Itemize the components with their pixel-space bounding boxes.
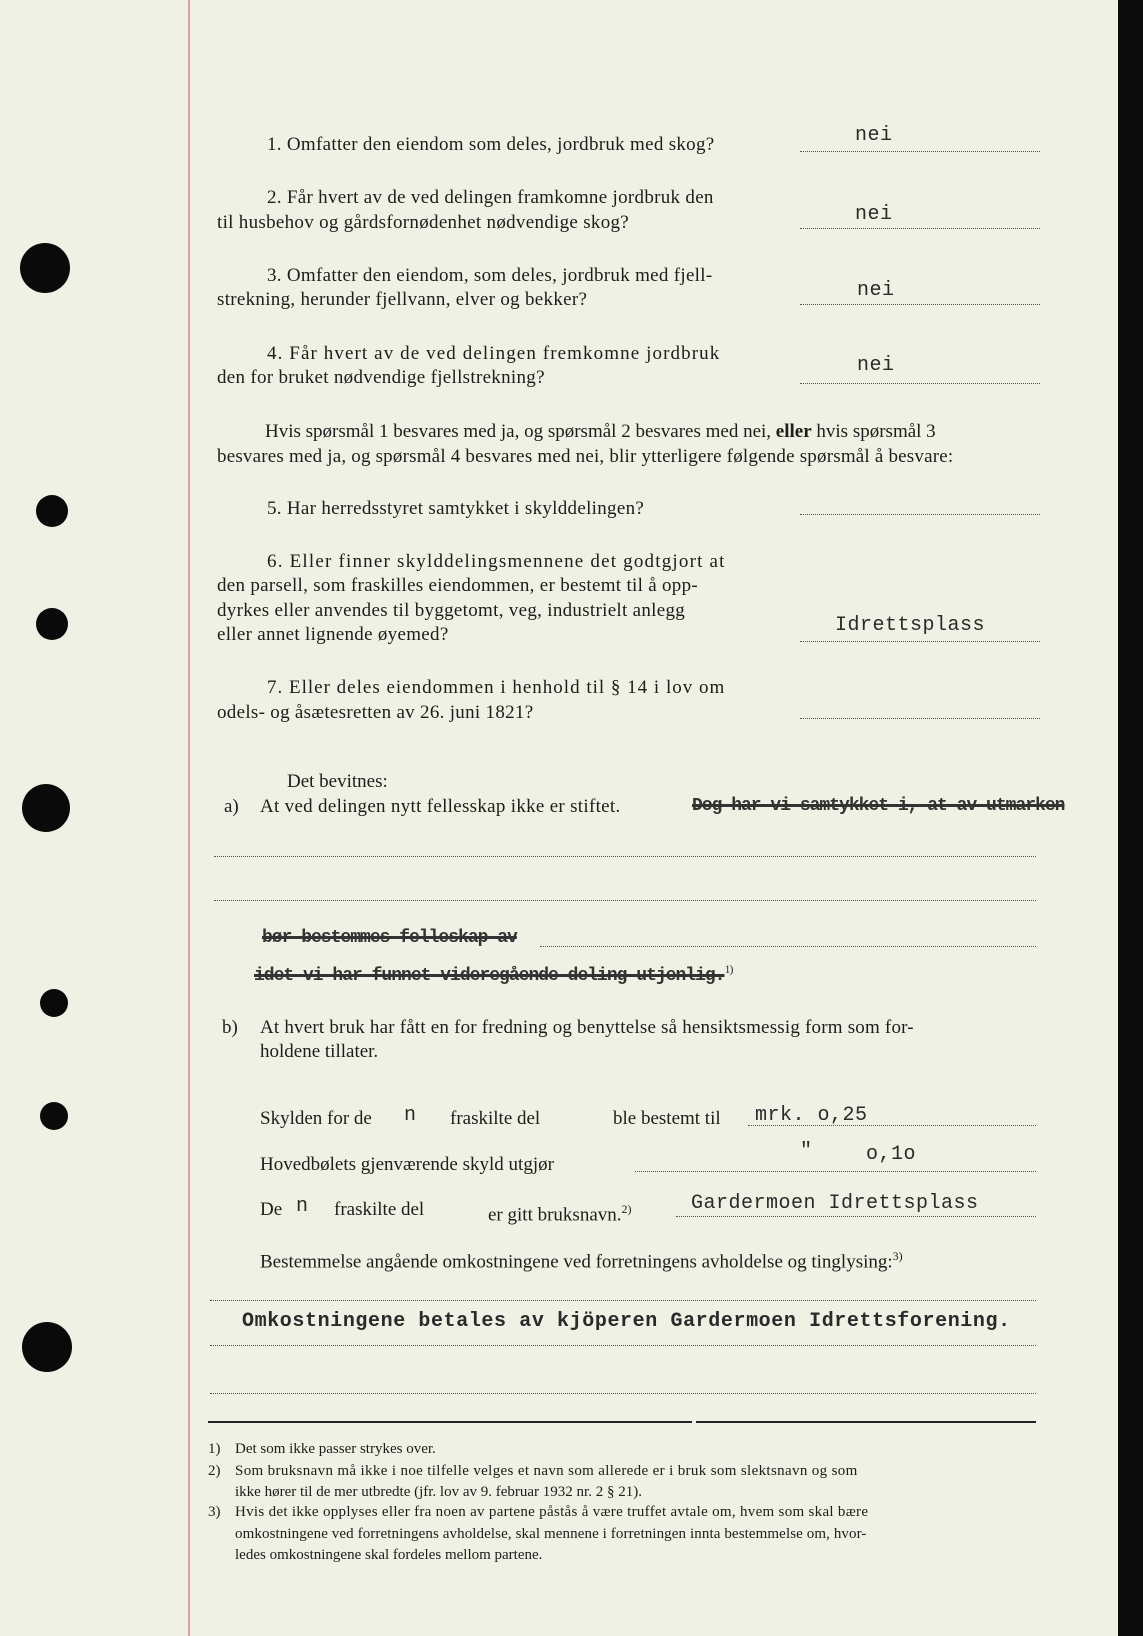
- struck-overtyped: bør bestemmes felleskap av: [262, 928, 517, 948]
- cost-label-text: Bestemmelse angående omkostningene ved forretningens avholdelse og tinglysing:: [260, 1251, 893, 1273]
- footnote-divider: [696, 1421, 1036, 1423]
- binder-hole: [36, 608, 68, 640]
- question-6-line1: 6. Eller finner skylddelingsmennene det godtgjort at: [267, 551, 726, 572]
- certify-b-line1: At hvert bruk har fått en for fredning og benyttelse så hensiktsmessig form som for-: [260, 1017, 914, 1038]
- answer-4: nei: [857, 354, 895, 377]
- binder-hole: [20, 243, 70, 293]
- cost-label: [260, 1244, 903, 1274]
- question-7-line1: 7. Eller deles eiendommen i henhold til § 14 i lov om: [267, 677, 726, 698]
- blank-line: [540, 946, 1036, 947]
- answer-line-1: [800, 151, 1040, 152]
- footnote-1-num: 1): [208, 1441, 221, 1457]
- condition-text-line1: [265, 419, 936, 444]
- answer-line-4: [800, 383, 1040, 384]
- struck-text-2: [262, 928, 517, 948]
- footnote-3-line3: ledes omkostningene skal fordeles mellom partene.: [235, 1547, 543, 1563]
- question-6-line3: dyrkes eller anvendes til byggetomt, veg, industrielt anlegg: [217, 600, 686, 621]
- ditto-mark: ": [800, 1140, 813, 1163]
- blank-line: [210, 1300, 1036, 1301]
- question-4-line1: 4. Får hvert av de ved delingen fremkomne jordbruk: [267, 343, 721, 364]
- binder-hole: [36, 495, 68, 527]
- struck-text-3: [254, 962, 732, 986]
- answer-line-2: [800, 228, 1040, 229]
- skyld-label-b: fraskilte del: [450, 1108, 541, 1129]
- cost-text: Omkostningene betales av kjöperen Gardermoen Idrettsforening.: [242, 1310, 1011, 1333]
- skyld-value: mrk. o,25: [755, 1104, 868, 1127]
- footnote-1: Det som ikke passer strykes over.: [235, 1441, 436, 1457]
- question-7-line2: odels- og åsætesretten av 26. juni 1821?: [217, 702, 534, 723]
- binder-hole: [22, 1322, 72, 1372]
- struck-text-1: [692, 796, 1064, 816]
- certify-a-text: At ved delingen nytt fellesskap ikke er stiftet.: [260, 796, 621, 817]
- skyld-label: Skylden for de: [260, 1108, 372, 1129]
- answer-6: Idrettsplass: [835, 614, 986, 637]
- skyld-label-c: ble bestemt til: [613, 1108, 721, 1129]
- certify-a-label: a): [224, 796, 239, 817]
- footnote-ref: 3): [892, 1249, 903, 1263]
- blank-line: [210, 1345, 1036, 1346]
- remaining-skyld-value: o,1o: [866, 1143, 917, 1166]
- skyld-n: n: [404, 1104, 417, 1127]
- answer-line-3: [800, 304, 1040, 305]
- blank-line: [210, 1393, 1036, 1394]
- question-1: 1. Omfatter den eiendom som deles, jordbruk med skog?: [267, 134, 715, 155]
- bruksnavn-n: n: [296, 1195, 309, 1218]
- blank-line: [214, 856, 1036, 857]
- bruksnavn-line: [676, 1216, 1036, 1217]
- bruksnavn-value: Gardermoen Idrettsplass: [691, 1192, 979, 1215]
- footnote-2-line1: Som bruksnavn må ikke i noe tilfelle velges et navn som allerede er i bruk som slektsnavn og som: [235, 1463, 858, 1479]
- struck-overtyped: idet vi har funnet videregående deling utjenlig.: [254, 966, 725, 986]
- bruksnavn-label-b: fraskilte del: [334, 1199, 425, 1220]
- certify-b-label: b): [222, 1017, 238, 1038]
- binder-hole: [22, 784, 70, 832]
- blank-line: [214, 900, 1036, 901]
- question-2-line2: til husbehov og gårdsfornødenhet nødvendige skog?: [217, 212, 630, 233]
- question-6-line4: eller annet lignende øyemed?: [217, 624, 449, 645]
- bruksnavn-label-c: [488, 1197, 632, 1227]
- footnote-3-num: 3): [208, 1504, 221, 1520]
- condition-part: hvis spørsmål 3: [811, 421, 936, 442]
- answer-line-5: [800, 514, 1040, 515]
- footnote-2-line2: ikke hører til de mer utbredte (jfr. lov av 9. februar 1932 nr. 2 § 21).: [235, 1484, 642, 1500]
- binder-hole: [40, 989, 68, 1017]
- answer-line-7: [800, 718, 1040, 719]
- question-5: 5. Har herredsstyret samtykket i skylddelingen?: [267, 498, 645, 519]
- question-3-line2: strekning, herunder fjellvann, elver og bekker?: [217, 289, 588, 310]
- bruksnavn-label-a: De: [260, 1199, 283, 1220]
- footnote-3-line1: Hvis det ikke opplyses eller fra noen av partene påstås å være truffet avtale om, hvem som skal bære: [235, 1504, 869, 1520]
- certify-b-line2: holdene tillater.: [260, 1041, 379, 1062]
- footnote-2-num: 2): [208, 1463, 221, 1479]
- footnote-ref: 2): [621, 1202, 632, 1216]
- binder-hole: [40, 1102, 68, 1130]
- question-4-line2: den for bruket nødvendige fjellstrekning?: [217, 367, 545, 388]
- bruksnavn-label-text: er gitt bruksnavn.: [488, 1204, 622, 1226]
- struck-overtyped: Dog har vi samtykket i, at av utmarken: [692, 796, 1065, 816]
- answer-2: nei: [855, 203, 893, 226]
- condition-text-line2: besvares med ja, og spørsmål 4 besvares med nei, blir ytterligere følgende spørsmål å besvare:: [217, 446, 954, 467]
- question-2-line1: 2. Får hvert av de ved delingen framkomne jordbruk den: [267, 187, 714, 208]
- answer-3: nei: [857, 279, 895, 302]
- margin-line: [188, 0, 190, 1636]
- condition-part: Hvis spørsmål 1 besvares med ja, og spørsmål 2 besvares med nei,: [265, 421, 776, 442]
- footnote-3-line2: omkostningene ved forretningens avholdelse, skal mennene i forretningen innta bestemmelse om, hvor-: [235, 1526, 867, 1542]
- condition-bold: eller: [775, 421, 812, 442]
- question-3-line1: 3. Omfatter den eiendom, som deles, jordbruk med fjell-: [267, 265, 713, 286]
- answer-1: nei: [855, 124, 893, 147]
- footnote-ref: 1): [724, 962, 733, 976]
- remaining-skyld-line: [635, 1171, 1036, 1172]
- remaining-skyld-label: Hovedbølets gjenværende skyld utgjør: [260, 1154, 554, 1175]
- footnote-divider: [208, 1421, 692, 1423]
- certify-heading: Det bevitnes:: [287, 771, 388, 792]
- question-6-line2: den parsell, som fraskilles eiendommen, er bestemt til å opp-: [217, 575, 699, 596]
- answer-line-6: [800, 641, 1040, 642]
